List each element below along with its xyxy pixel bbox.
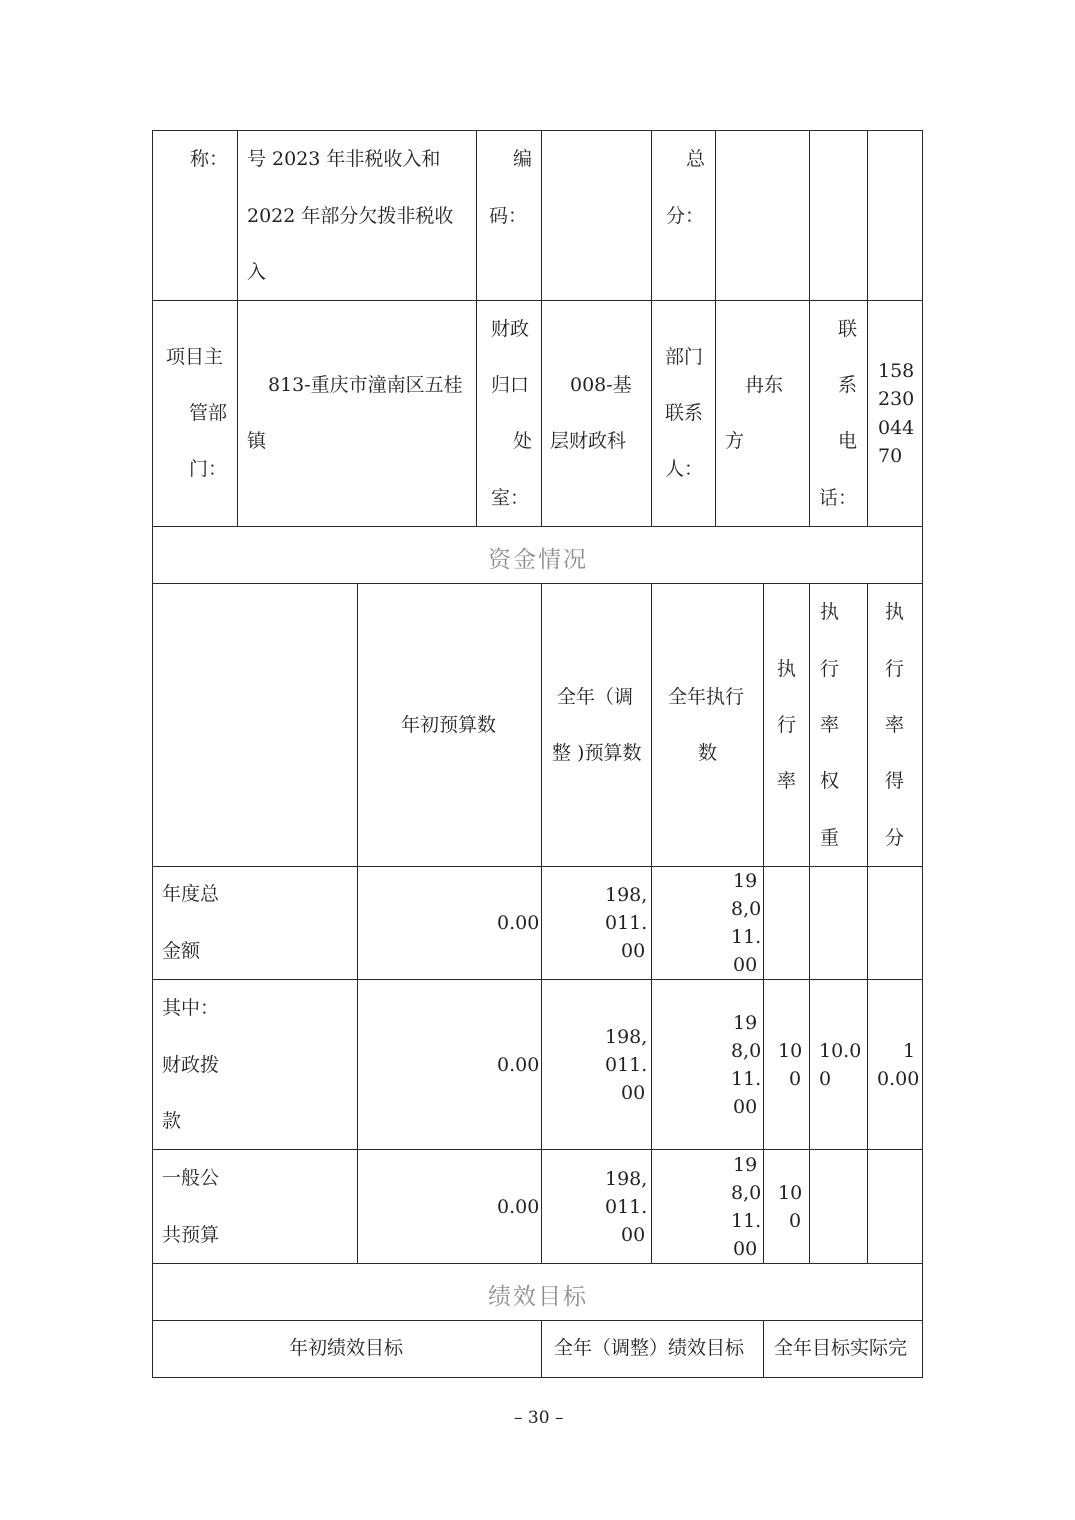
total-score-label: 分： bbox=[666, 205, 705, 227]
office-value: 层财政科 bbox=[550, 430, 627, 452]
rate-score-header: 分 bbox=[885, 827, 905, 849]
adjusted-budget-header: 全年（调 bbox=[557, 686, 634, 708]
exec-rate-header: 行 bbox=[777, 714, 797, 736]
hline bbox=[152, 1263, 923, 1264]
initial-budget-cell: 0.00 bbox=[497, 1054, 540, 1076]
vline bbox=[651, 583, 652, 1263]
project-name-label: 称： bbox=[190, 148, 229, 170]
dept-label: 管部 bbox=[189, 402, 228, 424]
contact-name: 冉东 bbox=[745, 374, 784, 396]
adjusted-budget-cell: 00 bbox=[621, 1224, 646, 1246]
phone-label: 电 bbox=[838, 430, 858, 452]
rate-score-cell: 0.00 bbox=[877, 1068, 920, 1090]
project-code-label: 编 bbox=[513, 148, 533, 170]
hline-bottom bbox=[152, 1377, 923, 1378]
dept-value: 镇 bbox=[247, 430, 267, 452]
office-label: 室： bbox=[491, 487, 530, 509]
hline bbox=[152, 866, 923, 867]
executed-cell: 00 bbox=[733, 1096, 758, 1118]
total-score-label: 总 bbox=[686, 148, 706, 170]
vline bbox=[541, 583, 542, 1263]
row-label: 财政拨 bbox=[162, 1054, 220, 1076]
office-label: 处 bbox=[513, 430, 533, 452]
row-label: 一般公 bbox=[162, 1167, 220, 1189]
vline bbox=[357, 583, 358, 1263]
vline bbox=[237, 130, 238, 526]
funding-section-title: 资金情况 bbox=[488, 547, 588, 573]
initial-budget-header: 年初预算数 bbox=[401, 714, 497, 736]
office-value: 008-基 bbox=[570, 374, 632, 396]
exec-rate-header: 率 bbox=[777, 770, 797, 792]
row-label: 款 bbox=[162, 1110, 182, 1132]
project-name-value: 2022 年部分欠拨非税收 bbox=[247, 205, 454, 227]
hline bbox=[152, 583, 923, 584]
adjusted-budget-cell: 198, bbox=[605, 884, 648, 906]
executed-cell: 8,0 bbox=[731, 1040, 762, 1062]
adjusted-budget-cell: 011. bbox=[605, 1196, 648, 1218]
vline bbox=[476, 130, 477, 526]
exec-rate-cell: 10 bbox=[778, 1040, 803, 1062]
exec-rate-cell: 0 bbox=[789, 1210, 802, 1232]
rate-weight-header: 权 bbox=[820, 770, 840, 792]
vline bbox=[809, 583, 810, 1263]
contact-name: 方 bbox=[725, 430, 745, 452]
vline bbox=[763, 1320, 764, 1377]
adjusted-budget-cell: 00 bbox=[621, 1082, 646, 1104]
adjusted-budget-cell: 198, bbox=[605, 1026, 648, 1048]
adjusted-budget-cell: 198, bbox=[605, 1168, 648, 1190]
phone-label: 话： bbox=[819, 487, 858, 509]
dept-value: 813-重庆市潼南区五桂 bbox=[268, 374, 463, 396]
hline-top bbox=[152, 130, 923, 131]
execution-header: 全年执行 bbox=[668, 686, 745, 708]
executed-cell: 19 bbox=[733, 1154, 758, 1176]
hline bbox=[152, 1320, 923, 1321]
initial-budget-cell: 0.00 bbox=[497, 912, 540, 934]
hline bbox=[152, 300, 923, 301]
office-label: 归口 bbox=[491, 374, 530, 396]
initial-goal-header: 年初绩效目标 bbox=[289, 1337, 404, 1359]
row-label: 其中： bbox=[162, 997, 220, 1019]
border-right bbox=[922, 130, 923, 1378]
office-label: 财政 bbox=[491, 318, 530, 340]
row-label: 金额 bbox=[162, 940, 201, 962]
phone-label: 联 bbox=[838, 318, 858, 340]
phone-value: 158 bbox=[878, 360, 915, 382]
actual-completion-header: 全年目标实际完 bbox=[774, 1337, 908, 1359]
adjusted-budget-header: 整 )预算数 bbox=[552, 742, 642, 764]
rate-weight-header: 重 bbox=[820, 827, 840, 849]
adjusted-budget-cell: 00 bbox=[621, 940, 646, 962]
vline bbox=[715, 130, 716, 526]
executed-cell: 19 bbox=[733, 1012, 758, 1034]
exec-rate-header: 执 bbox=[777, 658, 797, 680]
contact-label: 部门 bbox=[665, 346, 704, 368]
executed-cell: 19 bbox=[733, 870, 758, 892]
phone-value: 230 bbox=[878, 388, 915, 410]
executed-cell: 00 bbox=[733, 1238, 758, 1260]
rate-score-header: 执 bbox=[885, 601, 905, 623]
vline bbox=[867, 583, 868, 1263]
executed-cell: 8,0 bbox=[731, 898, 762, 920]
contact-label: 联系 bbox=[665, 402, 704, 424]
rate-score-cell: 1 bbox=[903, 1040, 916, 1062]
project-name-value: 号 2023 年非税收入和 bbox=[247, 148, 441, 170]
executed-cell: 11. bbox=[731, 1068, 762, 1090]
exec-rate-cell: 0 bbox=[789, 1068, 802, 1090]
execution-header: 数 bbox=[698, 742, 718, 764]
exec-rate-cell: 10 bbox=[778, 1182, 803, 1204]
vline bbox=[809, 130, 810, 526]
rate-weight-cell: 0 bbox=[819, 1068, 832, 1090]
rate-weight-header: 执 bbox=[820, 601, 840, 623]
border-left bbox=[152, 130, 153, 1378]
project-name-value: 入 bbox=[247, 261, 267, 283]
contact-label: 人： bbox=[665, 458, 704, 480]
performance-section-title: 绩效目标 bbox=[488, 1284, 588, 1310]
vline bbox=[763, 583, 764, 1263]
hline bbox=[152, 1149, 923, 1150]
executed-cell: 11. bbox=[731, 1210, 762, 1232]
dept-label: 项目主 bbox=[166, 346, 224, 368]
vline bbox=[867, 130, 868, 526]
vline bbox=[541, 1320, 542, 1377]
row-label: 年度总 bbox=[162, 883, 220, 905]
vline bbox=[651, 130, 652, 526]
rate-weight-header: 行 bbox=[820, 658, 840, 680]
adjusted-goal-header: 全年（调整）绩效目标 bbox=[554, 1337, 745, 1359]
initial-budget-cell: 0.00 bbox=[497, 1196, 540, 1218]
rate-weight-header: 率 bbox=[820, 714, 840, 736]
project-code-label: 码： bbox=[489, 205, 528, 227]
hline bbox=[152, 526, 923, 527]
rate-score-header: 率 bbox=[885, 714, 905, 736]
row-label: 共预算 bbox=[162, 1224, 220, 1246]
executed-cell: 11. bbox=[731, 926, 762, 948]
hline bbox=[152, 979, 923, 980]
rate-score-header: 行 bbox=[885, 658, 905, 680]
rate-score-header: 得 bbox=[885, 770, 905, 792]
rate-weight-cell: 10.0 bbox=[819, 1040, 862, 1062]
phone-value: 044 bbox=[878, 417, 915, 439]
dept-label: 门： bbox=[189, 458, 228, 480]
vline bbox=[541, 130, 542, 526]
page-number: – 30 – bbox=[514, 1408, 564, 1428]
phone-label: 系 bbox=[838, 374, 858, 396]
phone-value: 70 bbox=[878, 445, 903, 467]
executed-cell: 00 bbox=[733, 954, 758, 976]
executed-cell: 8,0 bbox=[731, 1182, 762, 1204]
adjusted-budget-cell: 011. bbox=[605, 1054, 648, 1076]
adjusted-budget-cell: 011. bbox=[605, 912, 648, 934]
